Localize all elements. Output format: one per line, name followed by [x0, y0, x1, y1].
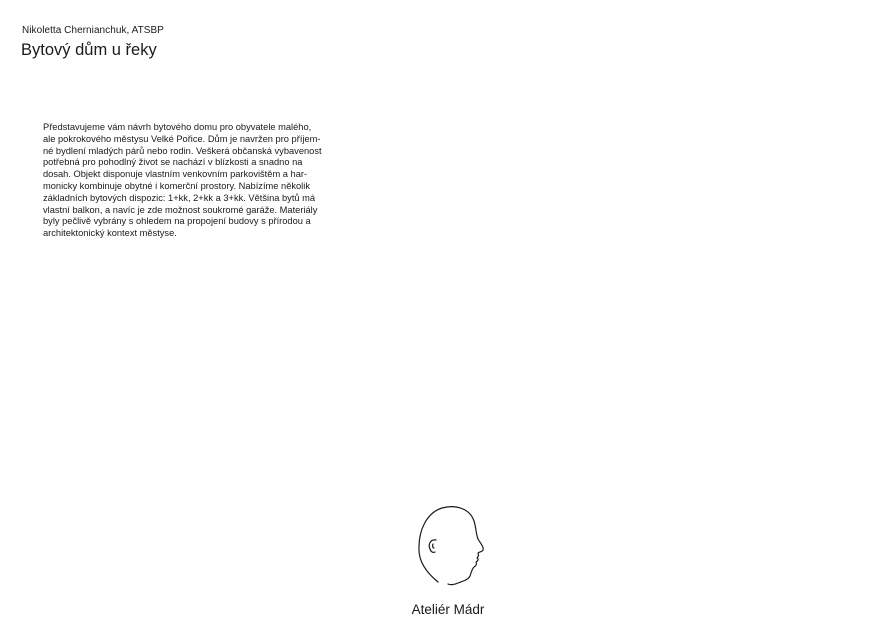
intro-line: Představujeme vám návrh bytového domu pro obyvatele malého,: [43, 122, 312, 132]
author-line: Nikoletta Chernianchuk, ATSBP: [22, 25, 164, 36]
studio-name: Ateliér Mádr: [411, 602, 485, 617]
intro-line: základních bytových dispozic: 1+kk, 2+kk a 3+kk. Většina bytů má: [43, 192, 316, 203]
intro-line: dosah. Objekt disponuje vlastním venkovním parkovištěm a har-: [43, 169, 308, 180]
intro-line: vlastní balkon, a navíc je zde možnost soukromé garáže. Materiály: [43, 204, 318, 215]
profile-head-icon: [408, 503, 488, 587]
intro-line: né bydlení mladých párů nebo rodin. Veškerá občanská vybavenost: [43, 145, 322, 156]
intro-paragraph: [43, 122, 343, 240]
page-title: Bytový dům u řeky: [21, 41, 157, 59]
intro-line: byly pečlivě vybrány s ohledem na propojení budovy s přírodou a: [43, 216, 311, 227]
intro-line: ale pokrokového městysu Velké Pořice. Dům je navržen pro příjem-: [43, 133, 321, 144]
intro-line: architektonický kontext městyse.: [43, 228, 177, 239]
intro-line: monicky kombinuje obytné i komerční prostory. Nabízíme několik: [43, 180, 310, 191]
intro-line: potřebná pro pohodlný život se nachází v blízkosti a snadno na: [43, 157, 303, 168]
